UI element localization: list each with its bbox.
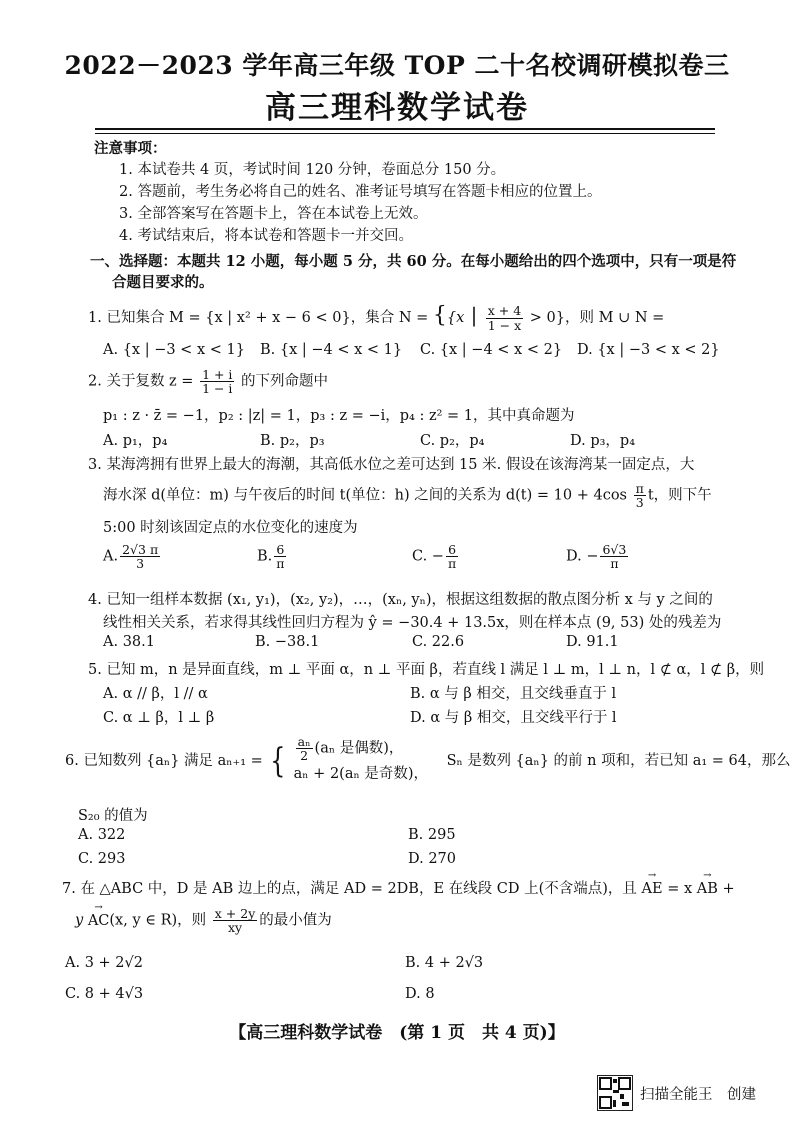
question-1-option-b: B. {x | −4 < x < 1} [260,342,403,358]
question-6-stem: 6. 已知数列 {aₙ} 满足 aₙ₊₁ = { $\frac{\text{aₙ}}{2}$ (aₙ 是偶数)， aₙ + 2(aₙ 是奇数)， Sₙ 是数列 {aₙ} 的前 n 项和，若已知 a₁ = 64，那么 [65,734,791,783]
question-6-stem-cont: S₂₀ 的值为 [78,808,148,824]
question-1-option-d: D. {x | −3 < x < 2} [577,342,720,358]
question-7-option-d: D. 8 [405,986,435,1002]
question-2-option-a: A. p₁，p₄ [103,433,168,449]
question-2-stem: 2. 关于复数 z = $\frac{1 + i}{1 - i}$ 的下列命题中 [88,367,329,397]
section-heading-cont: 合题目要求的。 [112,274,214,291]
notice-item: 3. 全部答案写在答题卡上，答在本试卷上无效。 [119,206,428,222]
question-3-option-d: D. − $\frac{6√3}{\pi}$ [566,542,627,572]
question-7-option-c: C. 8 + 4√3 [65,986,144,1002]
exam-title: 高三理科数学试卷 [265,90,529,126]
question-2-option-b: B. p₂，p₃ [260,433,325,449]
question-7-stem: 7. 在 △ABC 中，D 是 AB 边上的点，满足 AD = 2DB，E 在线段 CD 上(不含端点)，且 → AE = x → AB + [62,877,735,898]
question-1-stem: 1. 已知集合 M = {x | x² + x − 6 < 0}，集合 N = {{x | $\frac{x + 4}{1 - x}$ > 0}，则 M ∪ N = [88,303,665,333]
question-5-option-c: C. α ⊥ β，l ⊥ β [103,710,215,726]
question-6-option-a: A. 322 [78,827,126,843]
question-4-option-a: A. 38.1 [103,634,155,650]
question-2-option-d: D. p₃，p₄ [570,433,636,449]
question-3-option-c: C. − $\frac{6}{\pi}$ [412,542,457,572]
question-1-option-c: C. {x | −4 < x < 2} [420,342,563,358]
question-5-option-a: A. α // β，l // α [103,686,208,702]
scanner-watermark: 扫描全能王 创建 [640,1087,756,1103]
question-3-stem-end: 5:00 时刻该固定点的水位变化的速度为 [103,520,358,536]
section-heading: 一、选择题：本题共 12 小题，每小题 5 分，共 60 分。在每小题给出的四个选项中，只有一项是符 [90,253,737,270]
question-2-option-c: C. p₂，p₄ [420,433,485,449]
question-1-option-a: A. {x | −3 < x < 1} [103,342,245,358]
question-4-option-b: B. −38.1 [255,634,320,650]
question-6-option-b: B. 295 [408,827,456,843]
question-3-stem: 3. 某海湾拥有世界上最大的海潮，其高低水位之差可达到 15 米. 假设在该海湾某一固定点，大 [88,457,695,473]
question-3-option-b: B. $\frac{6}{\pi}$ [257,542,285,572]
notice-title: 注意事项： [94,140,167,157]
question-3-option-a: A. $\frac{2√3 \pi}{3}$ [103,542,159,572]
question-3-stem-cont: 海水深 d(单位：m) 与午夜后的时间 t(单位：h) 之间的关系为 d(t) = 10 + 4cos $\frac{\pi}{3}$ t，则下午 [103,481,712,511]
question-5-option-b: B. α 与 β 相交，且交线垂直于 l [410,686,617,702]
question-6-option-c: C. 293 [78,851,126,867]
question-7-option-b: B. 4 + 2√3 [405,955,484,971]
page-footer: 【高三理科数学试卷 (第 1 页 共 4 页)】 [229,1023,565,1043]
exam-series-title: 2022－2023 学年高三年级 TOP 二十名校调研模拟卷三 [64,51,730,80]
question-4-stem: 4. 已知一组样本数据 (x₁, y₁)，(x₂, y₂)，…，(xₙ, yₙ)，根据这组数据的散点图分析 x 与 y 之间的 [88,592,713,608]
header-rule-thin [95,133,715,134]
notice-item: 2. 答题前，考生务必将自己的姓名、准考证号填写在答题卡相应的位置上。 [119,184,602,200]
question-7-option-a: A. 3 + 2√2 [65,955,143,971]
question-5-option-d: D. α 与 β 相交，且交线平行于 l [410,710,617,726]
qr-code-icon [597,1075,633,1111]
question-2-propositions: p₁ : z · z̄ = −1，p₂ : |z| = 1，p₃ : z = −i，p₄ : z² = 1，其中真命题为 [103,408,575,424]
question-4-option-d: D. 91.1 [566,634,619,650]
notice-item: 4. 考试结束后，将本试卷和答题卡一并交回。 [119,228,413,244]
question-6-option-d: D. 270 [408,851,457,867]
question-4-option-c: C. 22.6 [412,634,465,650]
question-5-stem: 5. 已知 m，n 是异面直线，m ⊥ 平面 α，n ⊥ 平面 β，若直线 l 满足 l ⊥ m，l ⊥ n，l ⊄ α，l ⊄ β，则 [88,662,765,678]
notice-item: 1. 本试卷共 4 页，考试时间 120 分钟，卷面总分 150 分。 [119,162,506,178]
question-7-stem-cont: y → AC(x, y ∈ R)，则 $\frac{x + 2y}{xy}$ 的最小值为 [75,907,332,934]
header-rule [95,128,715,130]
question-4-stem-cont: 线性相关关系，若求得其线性回归方程为 ŷ = −30.4 + 13.5x，则在样本点 (9, 53) 处的残差为 [103,615,722,631]
